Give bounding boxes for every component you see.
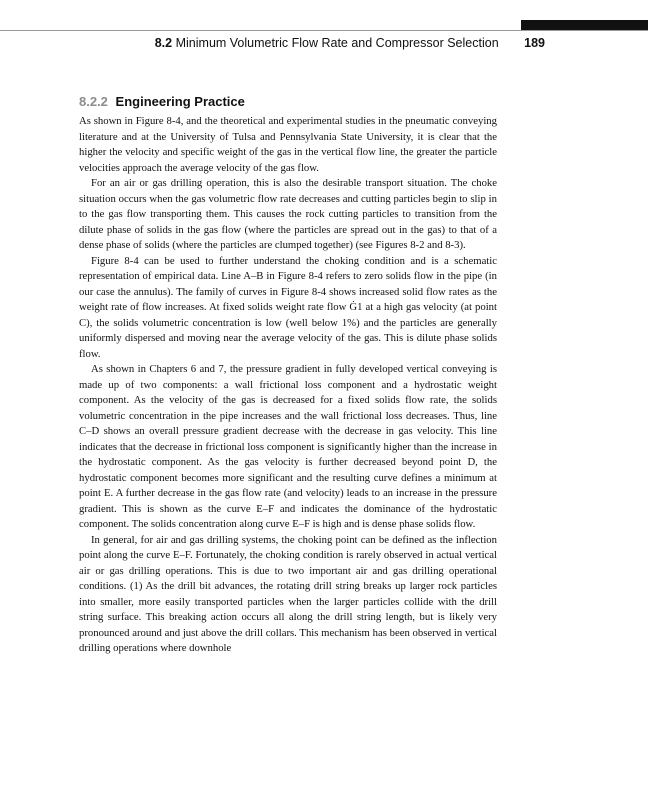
paragraph: As shown in Chapters 6 and 7, the pressure gradient in fully developed vertical conveying is made up of two components: a wall frictional loss component and a hydrostatic weight component. As the velocity of the gas is decreased for a fixed solids flow rate, the solids volumetric concentration in the pipe increases and the wall frictional loss decreases. Thus, line C–D shows an overall pressure gradient decrease with the decrease in gas velocity. This line indicates that the decrease in frictional loss component is significantly higher than the increase in the hydrostatic component. As the gas velocity is further decreased beyond point D, the hydrostatic component becomes more significant and the resulting curve defines a minimum at point E. A further decrease in the gas flow rate (and velocity) leads to an increase in the pressure gradient. This is shown as the curve E–F and indicates the dominance of the hydrostatic component. The solids concentration along curve E–F is high and is dense phase solids flow. xyxy=(79,363,497,530)
section-number: 8.2.2 xyxy=(79,94,108,109)
body-text xyxy=(79,114,497,657)
section-title: Engineering Practice xyxy=(115,94,245,109)
section-heading xyxy=(79,94,245,109)
running-head-section-number: 8.2 xyxy=(154,36,173,50)
page-number: 189 xyxy=(524,36,545,50)
paragraph: As shown in Figure 8-4, and the theoretical and experimental studies in the pneumatic conveying literature and at the University of Tulsa and Pennsylvania State University, it is clear that the higher the velocity and specific weight of the gas in the vertical flow line, the greater the particle velocities approach the average velocity of the gas flow. xyxy=(79,115,497,174)
paragraph: Figure 8-4 can be used to further understand the choking condition and is a schematic representation of empirical data. Line A–B in Figure 8-4 refers to zero solids flow in the pipe (in our case the annulus). The family of curves in Figure 8-4 shows increased solid flow rates as the weight rate of flow increases. At fixed solids weight rate flow Ġ1 at a high gas velocity (at point C), the solids volumetric concentration is low (well below 1%) and the particles are generally uniformly dispersed and moving near the average velocity of the gas. This is dilute phase solids flow. xyxy=(79,254,497,360)
paragraph: For an air or gas drilling operation, this is also the desirable transport situation. The choke situation occurs when the gas volumetric flow rate decreases and cutting particles begin to slip in to the gas flow transporting them. This causes the rock cutting particles to transition from the dilute phase of solids in the gas flow (where the particles are spread out in the gas) to that of a dense phase of solids (where the particles are clumped together) (see Figures 8-2 and 8-3). xyxy=(79,177,497,251)
paragraph: In general, for air and gas drilling systems, the choking point can be defined as the inflection point along the curve E–F. Fortunately, the choking condition is rarely observed in actual vertical air or gas drilling operations. This is due to two important air and gas drilling operational conditions. (1) As the drill bit advances, the rotating drill string breaks up larger rock particles into smaller, more easily transported particles when the larger particles collide with the drill string surface. This breaking action occurs all along the drill string length, but is likely very pronounced around and just above the drill collars. This mechanism has been observed in vertical drilling operations where downhole xyxy=(79,533,497,654)
running-head xyxy=(0,36,545,50)
header-rule xyxy=(0,30,648,31)
running-head-section-title: Minimum Volumetric Flow Rate and Compressor Selection xyxy=(175,36,499,50)
